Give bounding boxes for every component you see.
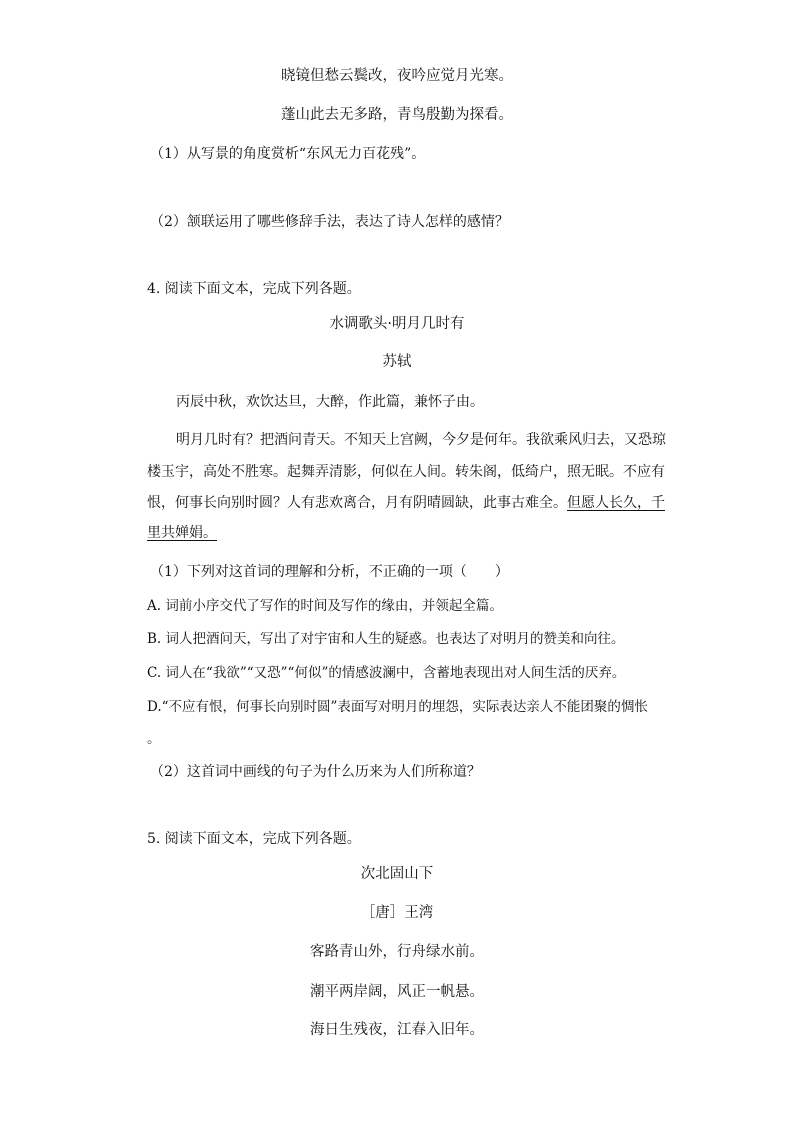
poem-line: 蓬山此去无多路，青鸟殷勤为探看。 — [281, 107, 513, 123]
option-d-end: 。 — [147, 731, 161, 747]
poem-line: 晓镜但愁云鬓改，夜吟应觉月光寒。 — [281, 68, 513, 84]
poem-preface: 丙辰中秋，欢饮达旦，大醉，作此篇，兼怀子由。 — [176, 394, 484, 410]
poem-body-line — [147, 523, 217, 543]
poem-body-text: 恨，何事长向别时圆？人有悲欢离合，月有阴晴圆缺，此事古难全。 — [147, 495, 567, 511]
question-4-sub-2: （2）这首词中画线的句子为什么历来为人们所称道？ — [150, 764, 481, 780]
poem-title: 次北固山下 — [360, 866, 434, 882]
question-4-intro: 4. 阅读下面文本，完成下列各题。 — [147, 281, 361, 297]
question-3-sub-2: （2）颔联运用了哪些修辞手法，表达了诗人怎样的感情？ — [150, 214, 509, 230]
poem-author: 苏轼 — [382, 354, 412, 370]
underlined-text: 但愿人长久，千 — [567, 495, 665, 511]
poem-body-line — [147, 493, 665, 513]
option-d: D.“不应有恨，何事长向别时圆”表面写对明月的埋怨，实际表达亲人不能团聚的惆怅 — [147, 699, 648, 715]
underlined-text: 里共婵娟。 — [147, 525, 217, 541]
poem-body-line: 楼玉宇，高处不胜寒。起舞弄清影，何似在人间。转朱阁，低绮户，照无眠。不应有 — [147, 464, 665, 480]
option-a: A. 词前小序交代了写作的时间及写作的缘由，并领起全篇。 — [147, 598, 503, 614]
option-b: B. 词人把酒问天，写出了对宇宙和人生的疑惑。也表达了对明月的赞美和向往。 — [147, 631, 625, 647]
question-5-intro: 5. 阅读下面文本，完成下列各题。 — [147, 831, 361, 847]
poem-line: 海日生残夜，江春入旧年。 — [310, 1022, 484, 1038]
poem-line: 客路青山外，行舟绿水前。 — [310, 944, 484, 960]
poem-body-line: 明月几时有？把酒问青天。不知天上宫阙，今夕是何年。我欲乘风归去，又恐琼 — [176, 432, 666, 448]
poem-author: ［唐］王湾 — [360, 905, 434, 921]
option-c: C. 词人在“我欲”“又恐”“何似”的情感波澜中，含蓄地表现出对人间生活的厌弃。 — [147, 665, 626, 681]
question-4-sub-1: （1）下列对这首词的理解和分析，不正确的一项（ ） — [150, 564, 509, 580]
poem-line: 潮平两岸阔，风正一帆悬。 — [310, 984, 484, 1000]
poem-title: 水调歌头·明月几时有 — [329, 316, 465, 332]
question-3-sub-1: （1）从写景的角度赏析“东风无力百花残”。 — [150, 146, 426, 162]
